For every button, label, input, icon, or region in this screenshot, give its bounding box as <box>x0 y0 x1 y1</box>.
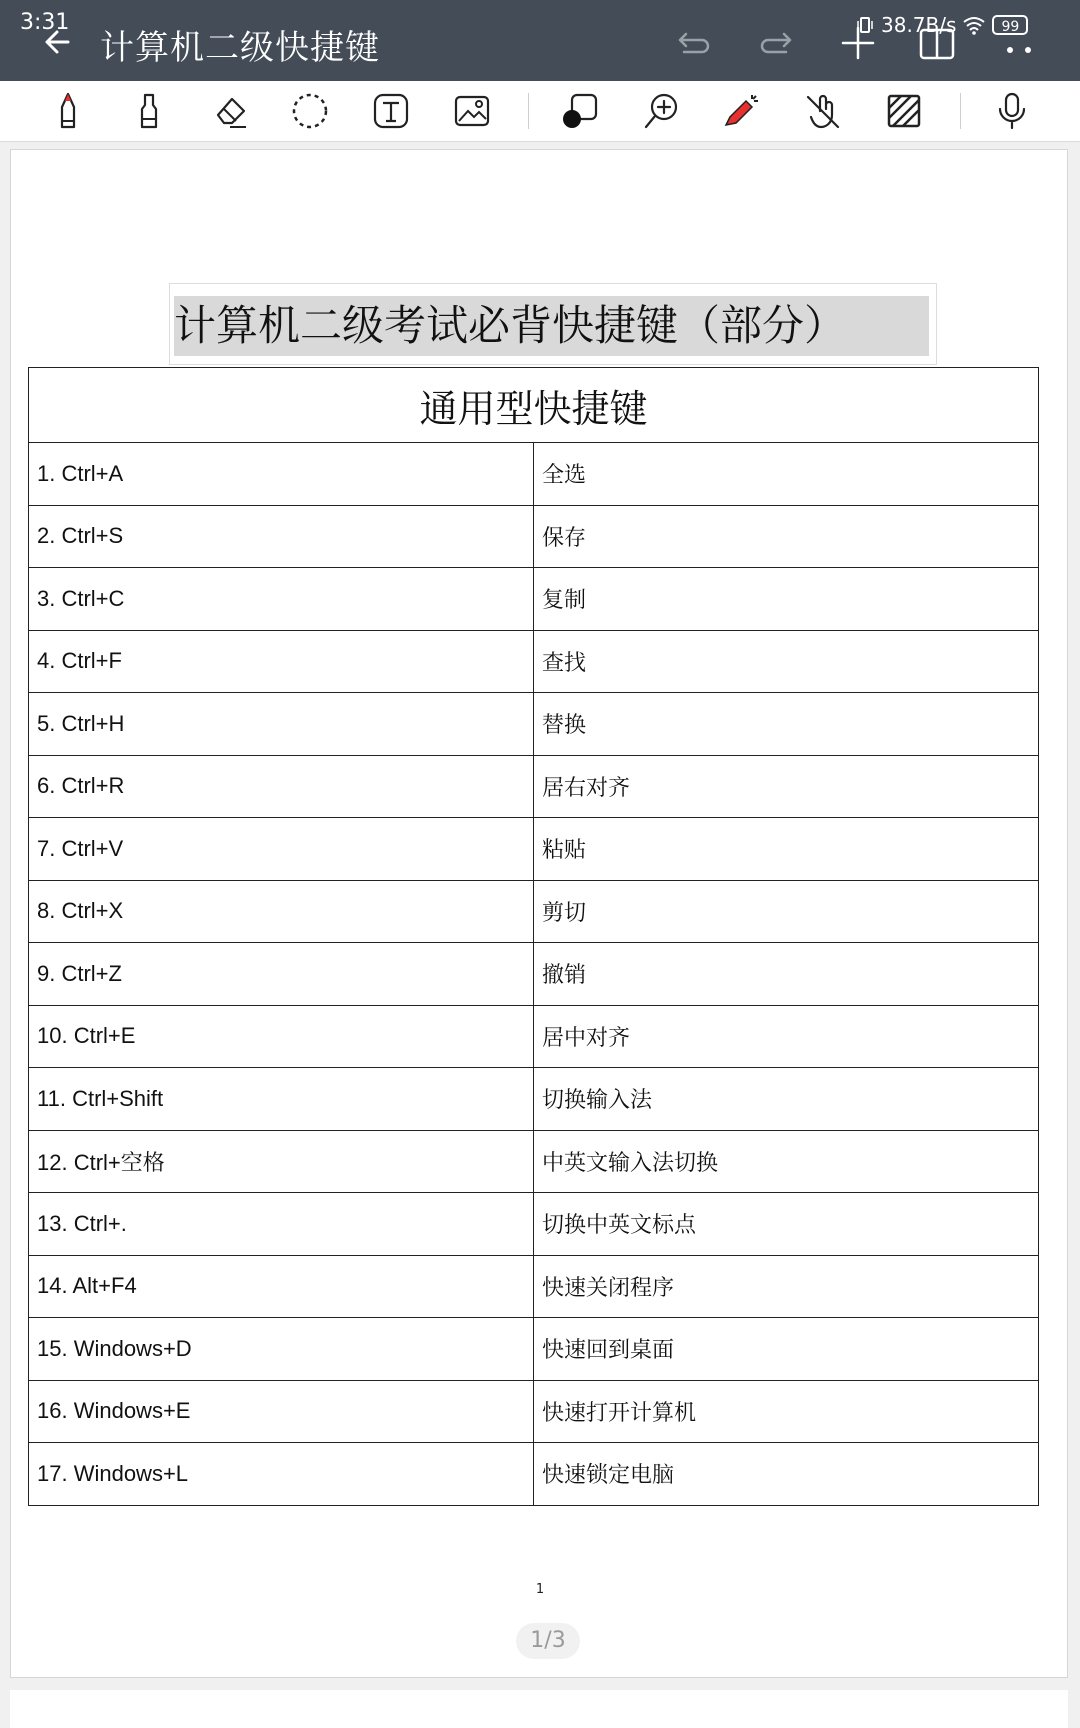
shortcut-description: 查找 <box>534 630 1039 693</box>
pen-icon <box>53 91 83 131</box>
shortcut-description: 保存 <box>534 505 1039 568</box>
table-row <box>29 1193 1039 1256</box>
shortcut-key: 12. Ctrl+空格 <box>29 1130 534 1193</box>
shortcut-description: 快速打开计算机 <box>534 1380 1039 1443</box>
pen-tool[interactable] <box>46 89 90 133</box>
highlighter-tool[interactable] <box>127 89 171 133</box>
shortcut-key: 11. Ctrl+Shift <box>29 1068 534 1131</box>
app-title: 计算机二级快捷键 <box>100 28 380 68</box>
status-time: 3:31 <box>20 10 70 35</box>
document-title-box <box>169 283 937 365</box>
hand-touch-off-icon <box>804 91 844 131</box>
shortcut-key: 10. Ctrl+E <box>29 1005 534 1068</box>
page-indicator: 1/3 <box>516 1623 580 1659</box>
eraser-icon <box>210 91 250 131</box>
table-row <box>29 943 1039 1006</box>
shortcut-key: 16. Windows+E <box>29 1380 534 1443</box>
shortcut-key: 1. Ctrl+A <box>29 443 534 506</box>
toolbar-divider <box>528 93 529 129</box>
shortcut-description: 快速回到桌面 <box>534 1318 1039 1381</box>
shortcut-description: 全选 <box>534 443 1039 506</box>
shortcut-description: 居中对齐 <box>534 1005 1039 1068</box>
image-icon <box>452 91 492 131</box>
document-title: 计算机二级考试必背快捷键（部分） <box>174 296 929 356</box>
next-document-page[interactable] <box>10 1690 1068 1728</box>
section-header: 通用型快捷键 <box>29 368 1039 443</box>
battery-indicator: 99 <box>992 15 1028 35</box>
image-tool[interactable] <box>450 89 494 133</box>
table-header-row <box>29 368 1039 443</box>
vibrate-icon <box>855 15 875 35</box>
back-arrow-icon <box>38 22 78 62</box>
table-row <box>29 1005 1039 1068</box>
lasso-tool[interactable] <box>288 89 332 133</box>
undo-icon <box>672 20 716 64</box>
shortcut-description: 撤销 <box>534 943 1039 1006</box>
shortcut-key: 8. Ctrl+X <box>29 880 534 943</box>
text-box-icon <box>371 91 411 131</box>
shortcut-key: 9. Ctrl+Z <box>29 943 534 1006</box>
microphone-icon <box>992 91 1032 131</box>
eraser-tool[interactable] <box>208 89 252 133</box>
text-tool[interactable] <box>369 89 413 133</box>
table-row <box>29 1318 1039 1381</box>
table-row <box>29 1130 1039 1193</box>
network-speed: 38.7B/s <box>881 13 957 37</box>
shortcut-key: 3. Ctrl+C <box>29 568 534 631</box>
shortcut-key: 15. Windows+D <box>29 1318 534 1381</box>
table-row <box>29 630 1039 693</box>
shapes-icon <box>560 91 600 131</box>
table-row <box>29 568 1039 631</box>
table-row <box>29 880 1039 943</box>
drawing-toolbar <box>0 81 1080 142</box>
laser-pointer-tool[interactable] <box>720 89 764 133</box>
shortcut-key: 13. Ctrl+. <box>29 1193 534 1256</box>
shortcut-description: 快速关闭程序 <box>534 1255 1039 1318</box>
table-row <box>29 505 1039 568</box>
back-button[interactable] <box>38 22 78 62</box>
shortcut-key: 4. Ctrl+F <box>29 630 534 693</box>
pattern-icon <box>884 91 924 131</box>
shortcut-description: 复制 <box>534 568 1039 631</box>
status-icons <box>855 10 1028 40</box>
toolbar-divider <box>960 93 961 129</box>
redo-button[interactable] <box>754 20 798 64</box>
shortcut-key: 2. Ctrl+S <box>29 505 534 568</box>
shortcut-table <box>28 367 1039 1506</box>
touch-toggle-tool[interactable] <box>802 89 846 133</box>
table-row <box>29 1255 1039 1318</box>
undo-button[interactable] <box>672 20 716 64</box>
shortcut-description: 粘贴 <box>534 818 1039 881</box>
wifi-icon <box>962 15 986 35</box>
table-row <box>29 443 1039 506</box>
highlighter-icon <box>134 91 164 131</box>
shortcut-key: 14. Alt+F4 <box>29 1255 534 1318</box>
table-row <box>29 1380 1039 1443</box>
shortcut-key: 6. Ctrl+R <box>29 755 534 818</box>
table-row <box>29 818 1039 881</box>
zoom-tool[interactable] <box>640 89 684 133</box>
app-bar <box>0 0 1080 81</box>
shortcut-key: 17. Windows+L <box>29 1443 534 1506</box>
lasso-select-icon <box>290 91 330 131</box>
redo-icon <box>754 20 798 64</box>
table-row <box>29 1443 1039 1506</box>
shortcut-description: 切换输入法 <box>534 1068 1039 1131</box>
table-row <box>29 693 1039 756</box>
table-row <box>29 755 1039 818</box>
shortcut-description: 替换 <box>534 693 1039 756</box>
shortcut-description: 切换中英文标点 <box>534 1193 1039 1256</box>
shortcut-description: 居右对齐 <box>534 755 1039 818</box>
page-number: 1 <box>535 1582 545 1597</box>
shortcut-description: 中英文输入法切换 <box>534 1130 1039 1193</box>
shortcut-description: 快速锁定电脑 <box>534 1443 1039 1506</box>
voice-record-tool[interactable] <box>990 89 1034 133</box>
shortcut-key: 7. Ctrl+V <box>29 818 534 881</box>
shortcut-description: 剪切 <box>534 880 1039 943</box>
shapes-tool[interactable] <box>558 89 602 133</box>
table-row <box>29 1068 1039 1131</box>
pattern-tool[interactable] <box>882 89 926 133</box>
shortcut-key: 5. Ctrl+H <box>29 693 534 756</box>
laser-pointer-icon <box>722 91 762 131</box>
document-page[interactable] <box>10 149 1068 1678</box>
zoom-in-icon <box>642 91 682 131</box>
